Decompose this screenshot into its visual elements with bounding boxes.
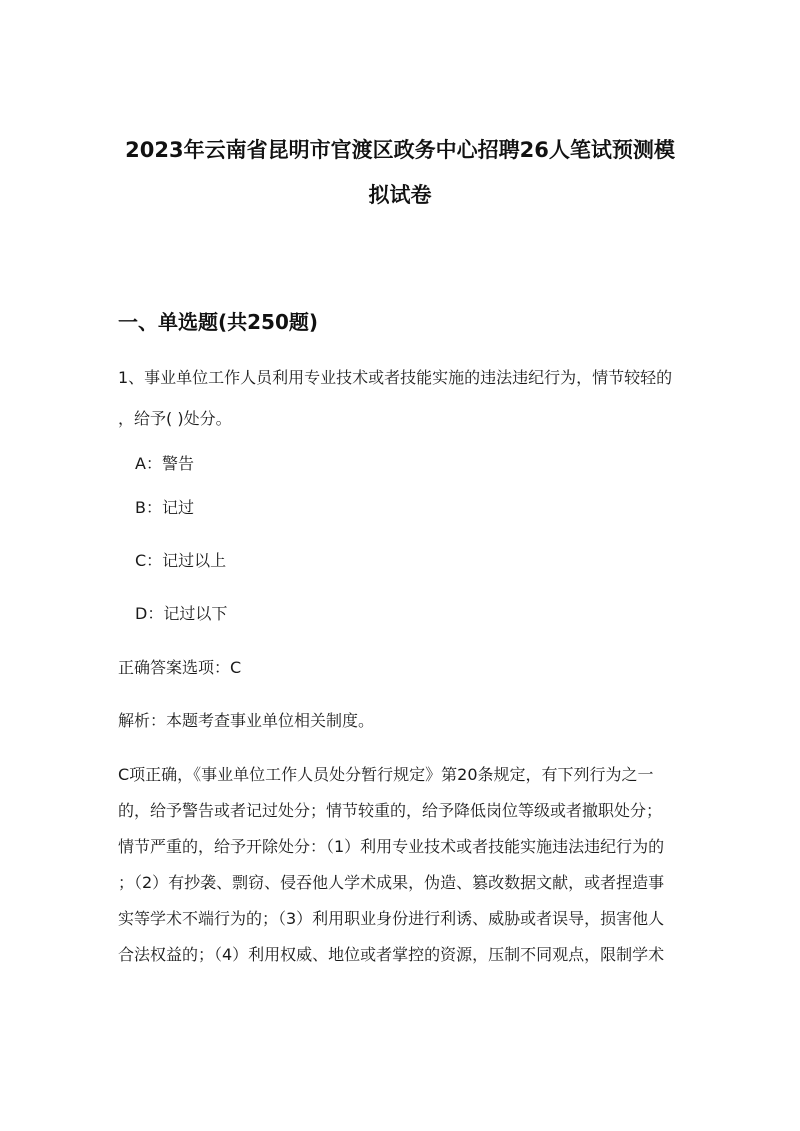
analysis-intro: 解析：本题考查事业单位相关制度。 bbox=[118, 711, 375, 730]
document-title bbox=[118, 128, 682, 218]
title-line-2: 拟试卷 bbox=[368, 183, 432, 207]
title-line-1: 2023年云南省昆明市官渡区政务中心招聘26人笔试预测模 bbox=[125, 138, 675, 162]
analysis-line: 合法权益的；（4）利用权威、地位或者掌控的资源，压制不同观点，限制学术 bbox=[118, 945, 665, 964]
question-stem-line-2: ，给予( )处分。 bbox=[118, 409, 232, 428]
analysis-line: C项正确，《事业单位工作人员处分暂行规定》第20条规定，有下列行为之一 bbox=[118, 765, 654, 784]
analysis-line: 实等学术不端行为的；（3）利用职业身份进行利诱、威胁或者误导，损害他人 bbox=[118, 909, 665, 928]
analysis-line: 情节严重的，给予开除处分：（1）利用专业技术或者技能实施违法违纪行为的 bbox=[118, 837, 665, 856]
option-c: C：记过以上 bbox=[135, 551, 227, 570]
option-a: A：警告 bbox=[135, 454, 194, 473]
question-stem-line-1: 1、事业单位工作人员利用专业技术或者技能实施的违法违纪行为，情节较轻的 bbox=[118, 368, 673, 387]
correct-answer: 正确答案选项：C bbox=[118, 658, 242, 677]
section-heading: 一、单选题(共250题) bbox=[118, 310, 319, 334]
option-d: D：记过以下 bbox=[135, 604, 228, 623]
option-b: B：记过 bbox=[135, 498, 194, 517]
analysis-line: 的，给予警告或者记过处分；情节较重的，给予降低岗位等级或者撤职处分； bbox=[118, 801, 663, 820]
analysis-paragraph bbox=[118, 757, 684, 973]
analysis-line: ；（2）有抄袭、剽窃、侵吞他人学术成果，伪造、篡改数据文献，或者捏造事 bbox=[118, 873, 665, 892]
